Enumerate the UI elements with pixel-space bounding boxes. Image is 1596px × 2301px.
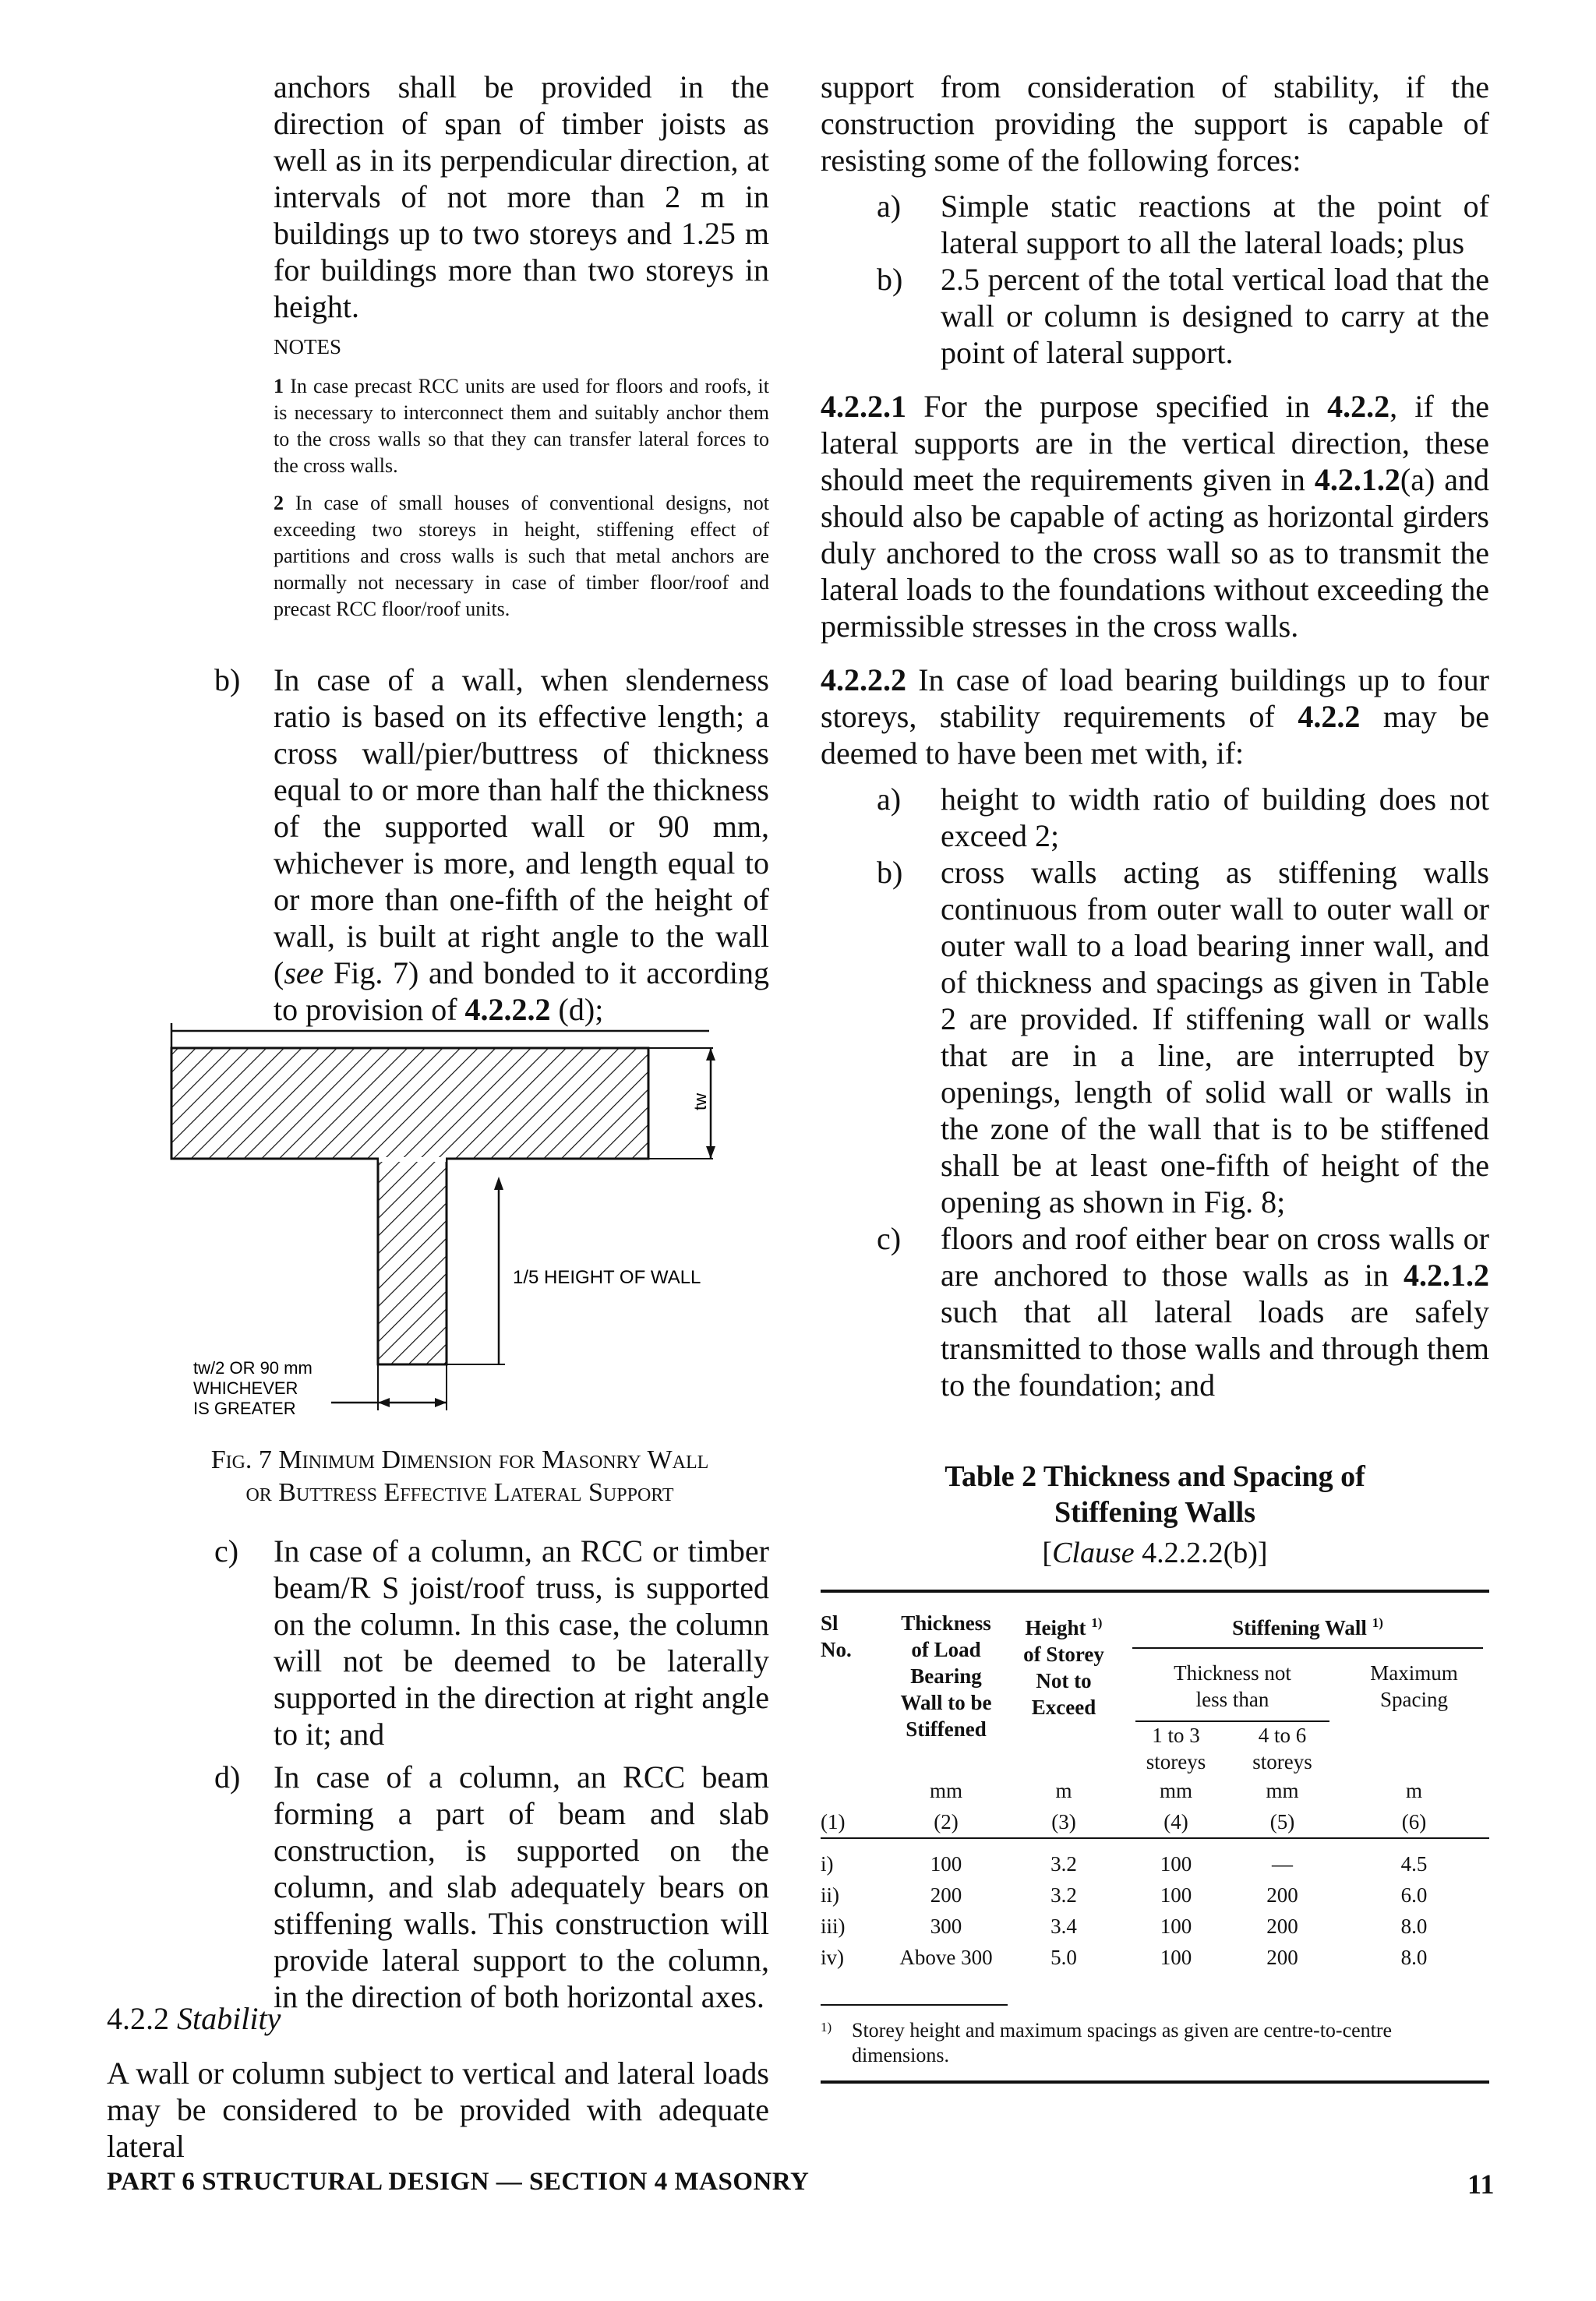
- page-number: 11: [1467, 2169, 1495, 2200]
- header-4-to-6-storeys: 4 to 6 storeys: [1252, 1724, 1312, 1773]
- left-item-c-text: In case of a column, an RCC or timber beam/R S joist/roof truss, is supported on the column. In this case, the column will not be deemed to be laterally supported in the direction at right angle to it; and: [274, 1533, 769, 1752]
- left-item-d-marker: d): [214, 1759, 241, 1795]
- header-1-to-3-storeys: 1 to 3 storeys: [1146, 1724, 1206, 1773]
- note-1: [274, 373, 769, 479]
- header-thickness: Thickness of Load Bearing Wall to be Stiffened: [900, 1611, 992, 1741]
- clause-4-2-2-2: 4.2.2.2 In case of load bearing buildings up to four storeys, stability requirements of 4.2.2 may be deemed to have been met with, if:: [821, 662, 1489, 771]
- table2: [821, 1590, 1489, 2084]
- left-column-top: [274, 69, 769, 623]
- condition-b-text: cross walls acting as stiffening walls continuous from outer wall to outer wall or outer wall to a load bearing inner wall, and of thickness and spacings as given in Table 2 are provided. If stiffening wall or walls that are in a line, are interrupted by openings, length of solid wall or walls in the zone of the wall that is to be stiffened shall be at least one-fifth of height of the opening as shown in Fig. 8;: [941, 855, 1489, 1219]
- force-item-a: [877, 188, 1489, 261]
- height-label: 1/5 HEIGHT OF WALL: [513, 1267, 701, 1288]
- buttress-hatched: [378, 1159, 447, 1364]
- support-paragraph: support from consideration of stability, if the construction providing the support is capable of resisting some of the following forces:: [821, 69, 1489, 178]
- anchors-paragraph: anchors shall be provided in the direction of span of timber joists as well as in its perpendicular direction, at intervals of not more than 2 m in buildings up to two storeys and 1.25 m for buildings more than two storeys in height.: [274, 69, 769, 324]
- note-2-number: 2: [274, 492, 284, 514]
- table-row: ii) 200 3.2 100 200 6.0: [821, 1883, 1428, 1907]
- table2-title: [821, 1459, 1489, 1571]
- note-2-text: In case of small houses of conventional designs, not exceeding two storeys in height, stiffening effect of partitions and cross walls is such that metal anchors are normally not necessary in case of timber floor/roof and precast RCC floor/roof units.: [274, 492, 769, 620]
- table2-colnum-row: (1) (2) (3) (4) (5) (6): [821, 1806, 1489, 1838]
- condition-a: [877, 781, 1489, 854]
- header-max-spacing: Maximum Spacing: [1370, 1661, 1458, 1711]
- left-item-d-text: In case of a column, an RCC beam forming a part of beam and slab construction, is supported on the column, and slab adequately bears on stiffening walls. This construction will provide lateral support to the column, in the direction of both horizontal axes.: [274, 1759, 769, 2014]
- header-thickness-not-less: Thickness not less than: [1126, 1660, 1339, 1722]
- note-1-number: 1: [274, 375, 284, 397]
- header-height: Height $^{1)}$ of Storey Not to Exceed: [1023, 1615, 1104, 1719]
- stability-paragraph: A wall or column subject to vertical and lateral loads may be considered to be provided with adequate lateral: [107, 2056, 769, 2164]
- table2-clause: [Clause 4.2.2.2(b)]: [1042, 1537, 1268, 1569]
- condition-b: [877, 854, 1489, 1220]
- force-item-b: [877, 261, 1489, 371]
- note-1-text: In case precast RCC units are used for floors and roofs, it is necessary to interconnect them and suitably anchor them to the cross walls so that they can transfer lateral forces to the cross walls.: [274, 375, 770, 477]
- table-row: iii) 300 3.4 100 200 8.0: [821, 1915, 1428, 1938]
- header-stiffening-wall: Stiffening Wall $^{1)}$: [1126, 1610, 1489, 1660]
- section-title: Stability: [177, 2001, 281, 2036]
- tw-label: tw: [690, 1093, 710, 1110]
- section-number: 4.2.2: [107, 2001, 169, 2036]
- condition-a-marker: a): [877, 782, 902, 817]
- condition-c-text: floors and roof either bear on cross walls or are anchored to those walls as in 4.2.1.2 such that all lateral loads are safely transmitted to those walls and through them to the foundation; and: [941, 1221, 1489, 1403]
- main-wall-hatched: [171, 1048, 648, 1159]
- condition-b-marker: b): [877, 855, 903, 890]
- left-item-b-marker: b): [214, 662, 241, 697]
- left-item-b-text: In case of a wall, when slenderness ratio is based on its effective length; a cross wall/pier/buttress of thickness equal to or more than half the thickness of the supported wall or 90 mm, whichever is more, and length equal to or more than one-fifth of the height of wall, is built at right angle to the wall (see Fig. 7) and bonded to it according to provision of 4.2.2.2 (d);: [274, 662, 769, 1027]
- clause-4-2-2-1: 4.2.2.1 For the purpose specified in 4.2.2, if the lateral supports are in the vertical direction, these should meet the requirements given in 4.2.1.2(a) and should also be capable of acting as horizontal girders duly anchored to the cross wall so as to transmit the lateral loads to the foundations without exceeding the permissible stresses in the cross walls.: [821, 389, 1489, 644]
- fig7-caption-line2: or Buttress Effective Lateral Support: [245, 1478, 674, 1507]
- table2-footnote: 1) Storey height and maximum spacings as given are centre-to-centre dimensions.: [821, 2019, 1393, 2066]
- force-item-a-text: Simple static reactions at the point of lateral support to all the lateral loads; plus: [941, 189, 1489, 260]
- condition-c-marker: c): [877, 1221, 902, 1256]
- table2-grid: [821, 1610, 1489, 1973]
- table-row: i) 100 3.2 100 — 4.5: [821, 1852, 1428, 1876]
- left-items-cd: [214, 1533, 769, 2015]
- table2-header-row: [821, 1610, 1489, 1660]
- table-row: iv) Above 300 5.0 100 200 8.0: [821, 1946, 1428, 1969]
- section-4-2-2-heading: [107, 2000, 769, 2037]
- left-item-d: [214, 1759, 769, 2015]
- min-thickness-label-3: IS GREATER: [193, 1399, 296, 1418]
- left-item-c-marker: c): [214, 1533, 239, 1569]
- notes-heading: NOTES: [274, 335, 341, 358]
- min-thickness-label-2: WHICHEVER: [193, 1378, 298, 1398]
- min-thickness-label-1: tw/2 OR 90 mm: [193, 1358, 312, 1378]
- left-item-c: [214, 1533, 769, 1752]
- right-column-top: [821, 69, 1489, 1403]
- page-footer-title: PART 6 STRUCTURAL DESIGN — SECTION 4 MASONRY: [107, 2168, 810, 2196]
- note-2: [274, 490, 769, 623]
- fig7-wall-buttress-diagram: [156, 1017, 748, 1430]
- fig7-caption-line1: Fig. 7 Minimum Dimension for Masonry Wall: [210, 1445, 709, 1474]
- table2-title-line1: Table 2 Thickness and Spacing of: [945, 1460, 1365, 1493]
- header-sl-no: Sl No.: [821, 1611, 852, 1661]
- left-item-b: [214, 662, 769, 1028]
- force-item-a-marker: a): [877, 189, 902, 224]
- fig7-caption: [164, 1444, 756, 1509]
- force-item-b-marker: b): [877, 262, 903, 297]
- force-item-b-text: 2.5 percent of the total vertical load that the wall or column is designed to carry at the point of lateral support.: [941, 262, 1489, 370]
- table2-title-line2: Stiffening Walls: [1054, 1496, 1255, 1529]
- condition-c: [877, 1220, 1489, 1403]
- table2-units-row: mm m mm mm m: [929, 1779, 1422, 1802]
- condition-a-text: height to width ratio of building does not exceed 2;: [941, 782, 1489, 853]
